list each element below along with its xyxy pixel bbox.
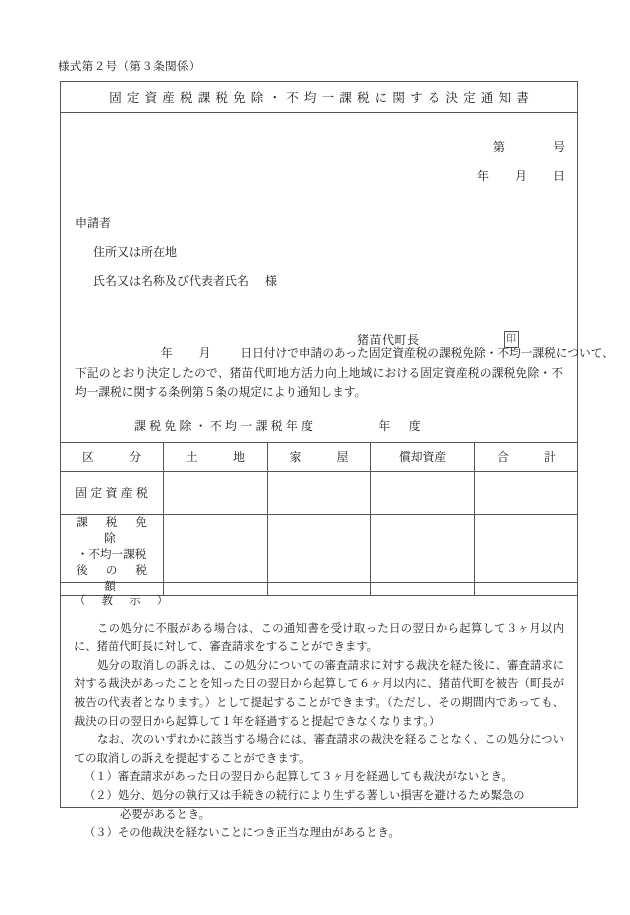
row-label-line-3: 後 の 税 額: [76, 563, 165, 593]
document-frame: [60, 81, 614, 840]
notice-paragraph-3: なお、次のいずれかに該当する場合には、審査請求の裁決を経ることなく、この処分についての取消しの訴えを提起することができます。: [74, 734, 564, 765]
document-number-prefix: 第: [492, 140, 505, 154]
document-number-suffix: 号: [552, 140, 565, 154]
document-date-field: [477, 167, 565, 184]
column-header-house: 家 屋: [267, 442, 371, 471]
tax-table: [60, 410, 578, 596]
notice-item-2-continuation: 必要があるとき。: [120, 808, 210, 821]
row-label-line-1: 課 税 免 除: [76, 515, 165, 545]
column-header-total: 合 計: [474, 442, 578, 471]
cell-land-fixed[interactable]: [164, 471, 268, 514]
document-number-field: [493, 138, 565, 155]
body-month-label: 月: [198, 347, 211, 360]
notice-paragraph-1: この処分に不服がある場合は、この通知書を受け取った日の翌日から起算して３ヶ月以内に、猪苗代町長に対して、審査請求をすることができます。: [74, 622, 564, 654]
notice-paragraph-2: 処分の取消しの訴えは、この処分についての審査請求に対する裁決を経た後に、審査請求に対する裁決があったことを知った日の翌日から起算して６ヶ月以内に、猪苗代町を被告（町長が被告の代表者となります。）として提起することができます。（ただし、その期間内であっても、裁決の日の翌日から起算して１年を経過すると提起できなくなります。）: [74, 659, 564, 728]
fiscal-year-cell: [60, 410, 578, 442]
seal-stamp-icon: 印: [504, 331, 519, 348]
body-day-label: 日: [240, 347, 253, 360]
applicant-address-row: [75, 243, 277, 260]
column-header-land: 土 地: [164, 442, 268, 471]
table-header-row: [60, 442, 578, 471]
fiscal-year-value: 年 度: [378, 419, 424, 434]
date-day-label: 日: [552, 169, 565, 183]
page-title: 固定資産税課税免除・不均一課税に関する決定通知書: [109, 91, 534, 105]
body-first-line: [75, 344, 614, 364]
notice-item-2: （２）処分、処分の執行又は手続きの続行により生ずる著しい損害を避けるため緊急の: [84, 789, 525, 802]
body-first-line-rest: 日付けで申請のあった固定資産税の課税免除・不均一課税について、: [252, 347, 614, 360]
table-row: [60, 471, 578, 514]
issuer-name: 猪苗代町長: [357, 333, 420, 347]
notice-section: [61, 582, 577, 843]
date-month-label: 月: [514, 169, 527, 183]
notice-item-3: （３）その他裁決を経ないことにつき正当な理由があるとき。: [84, 827, 400, 840]
row-label-line-2: ・不均一課税: [76, 547, 147, 561]
date-year-label: 年: [476, 169, 489, 183]
body-paragraph: [61, 344, 614, 403]
notice-item-1: （１）審査請求があった日の翌日から起算して３ヶ月を経過しても裁決がないとき。: [84, 771, 513, 784]
cell-house-fixed[interactable]: [267, 471, 371, 514]
body-remaining-text: 下記のとおり決定したので、猪苗代町地方活力向上地域における固定資産税の課税免除・不均一課税に関する条例第５条の規定により通知します。: [75, 366, 563, 399]
header-block: [61, 113, 577, 348]
honorific-label: 様: [265, 274, 278, 288]
column-header-depreciable-assets: 償却資産: [371, 442, 475, 471]
cell-total-fixed[interactable]: [474, 471, 578, 514]
form-id-label: 様式第２号（第３条関係）: [58, 61, 201, 73]
notice-title: （ 教 示 ）: [74, 595, 171, 607]
body-year-label: 年: [161, 347, 173, 360]
fiscal-year-label: 課税免除・不均一課税年度: [134, 419, 317, 434]
applicant-label: 申請者: [75, 216, 112, 230]
document-title-band: [61, 82, 577, 113]
applicant-address-label: 住所又は所在地: [93, 245, 178, 259]
applicant-name-row: [75, 272, 277, 289]
column-header-kubun: 区 分: [60, 442, 164, 471]
applicant-section: [75, 214, 277, 289]
fiscal-year-row: [60, 410, 578, 442]
cell-depreciable-fixed[interactable]: [371, 471, 475, 514]
row-label-fixed-asset-tax: 固定資産税: [60, 471, 164, 514]
applicant-name-label: 氏名又は名称及び代表者氏名: [93, 274, 250, 288]
